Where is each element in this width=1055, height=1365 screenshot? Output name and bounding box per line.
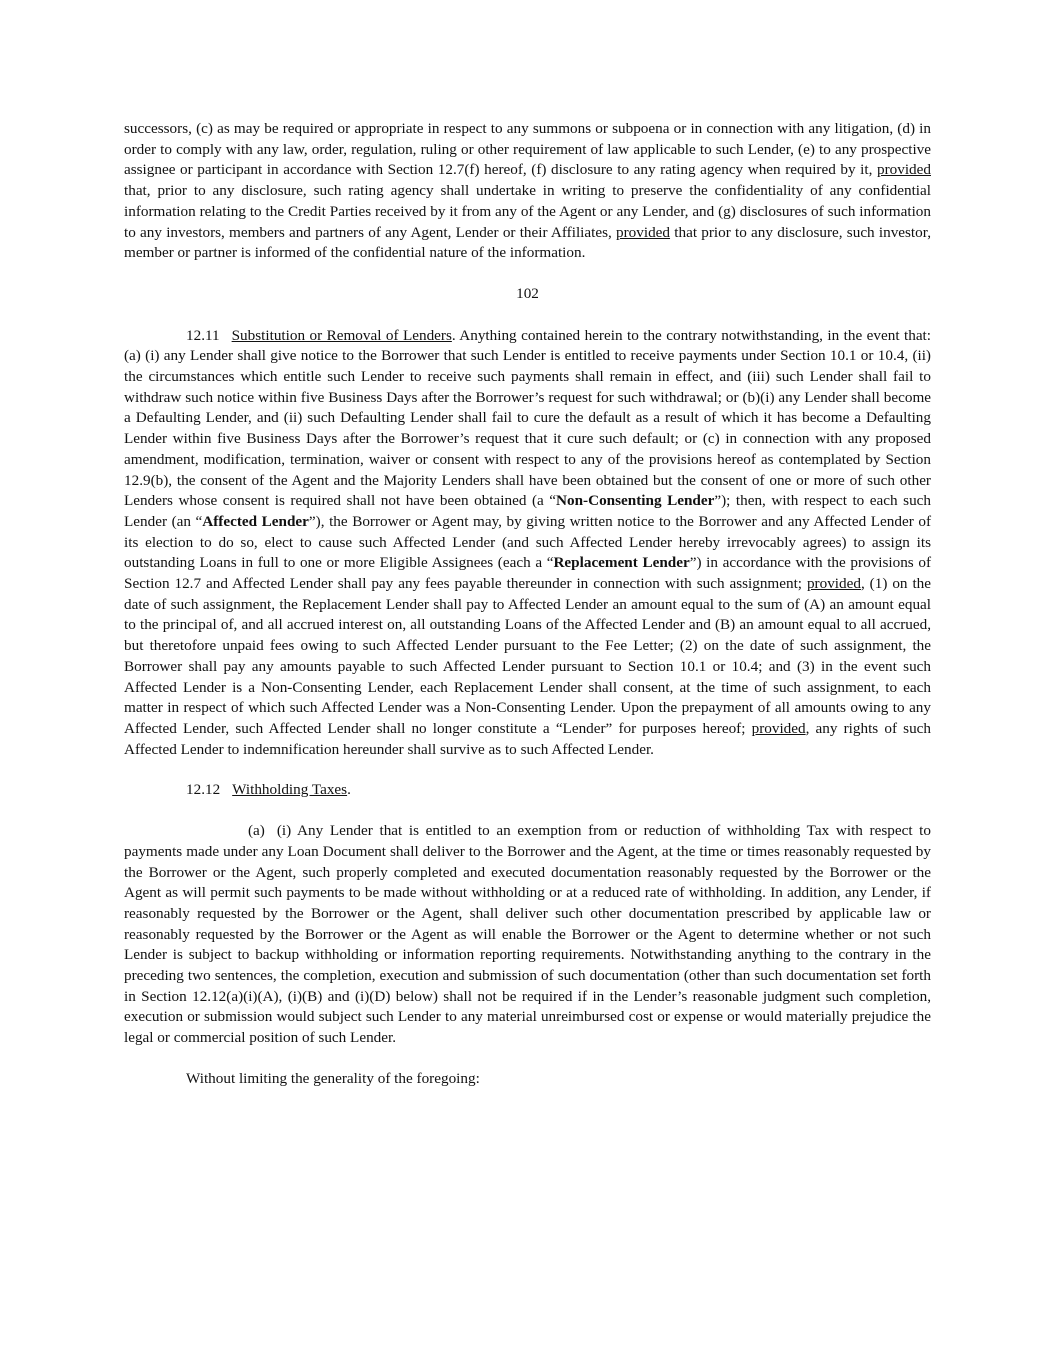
text-segment: . Anything contained herein to the contrary notwithstanding, in the event that: (a) (i) any Lender shall give notice to the Borrower that such Lender is entitled to receive payments under Section 10.1 or 10.4, (ii) the circumstances which entitle such Lender to receive such payments shall remain in effect, and (iii) such Lender shall fail to withdraw such notice within five Business Days after the Borrower’s request for such withdrawal; or (b)(i) any Lender shall become a Defaulting Lender, and (ii) such Defaulting Lender shall fail to cure the default as a result of which it has become a Defaulting Lender within five Business Days after the Borrower’s request that it cure such default; or (c) in connection with any proposed amendment, modification, termination, waiver or consent with respect to any of the provisions hereof as contemplated by Section 12.9(b), the consent of the Agent and the Majority Lenders shall have been obtained but the consent of one or more of such other Lenders whose consent is required shall not have been obtained (a “ [124, 326, 931, 510]
provided-term: provided [751, 719, 806, 737]
section-number: 12.12 [186, 781, 221, 799]
defined-term: Non-Consenting Lender [556, 492, 715, 510]
text-segment: . [347, 781, 351, 799]
subsection-a [124, 821, 931, 1049]
section-12-11 [124, 326, 931, 761]
text-segment: successors, (c) as may be required or appropriate in respect to any summons or subpoena or in connection with any litigation, (d) in order to comply with any law, order, regulation, ruling or other requirement of law applicable to such Lender, (e) to any prospective assignee or participant in accordance with Section 12.7(f) hereof, (f) disclosure to any rating agency when required by it, [124, 120, 931, 179]
text-segment: ”) in accordance with the provisions of Section 12.7 and Affected Lender shall pay any fees payable thereunder in connection with such assignment; [124, 554, 932, 593]
provided-term: provided [616, 223, 671, 241]
text-segment: ”), the Borrower or Agent may, by giving written notice to the Borrower and any Affected Lender of its election to do so, elect to cause such Affected Lender (and such Affected Lender hereby irrevocably agrees) to assign its outstanding Loans in full to one or more Eligible Assignees (each a “ [124, 512, 931, 572]
section-title: Substitution or Removal of Lenders [231, 326, 452, 344]
intro-paragraph [124, 119, 931, 264]
closing-line: Without limiting the generality of the foregoing: [186, 1069, 480, 1087]
section-12-12-heading [124, 780, 931, 801]
text-segment: ”); then, with respect to each such Lender (an “ [124, 492, 931, 530]
provided-term: provided [877, 161, 931, 179]
defined-term: Replacement Lender [553, 554, 690, 572]
text-segment: that, prior to any disclosure, such rating agency shall undertake in writing to preserve the confidentiality of any confidential information relating to the Credit Parties received by it from any of the Agent or any Lender, and (g) disclosures of such information to any investors, members and partners of any Agent, Lender or their Affiliates, [124, 182, 931, 241]
subsection-label: (a) [248, 822, 265, 840]
document-page [124, 119, 931, 1090]
text-segment: , any rights of such Affected Lender to indemnification hereunder shall survive as to such Affected Lender. [124, 719, 932, 758]
provided-term: provided [806, 575, 861, 593]
text-segment: that prior to any disclosure, such investor, member or partner is informed of the confidential nature of the information. [124, 223, 931, 262]
section-number: 12.11 [186, 326, 220, 344]
text-segment: (i) Any Lender that is entitled to an exemption from or reduction of withholding Tax with respect to payments made under any Loan Document shall deliver to the Borrower and the Agent, at the time or times reasonably requested by the Borrower or the Agent, such properly completed and executed documentation reasonably requested by the Borrower or the Agent as will permit such payments to be made without withholding or at a reduced rate of withholding. In addition, any Lender, if reasonably requested by the Borrower or the Agent, shall deliver such other documentation prescribed by applicable law or reasonably requested by the Borrower or the Agent as will enable the Borrower or the Agent to determine whether or not such Lender is subject to backup withholding or information reporting requirements. Notwithstanding anything to the contrary in the preceding two sentences, the completion, execution and submission of such documentation (other than such documentation set forth in Section 12.12(a)(i)(A), (i)(B) and (i)(D) below) shall not be required if in the Lender’s reasonable judgment such completion, execution or submission would subject such Lender to any material unreimbursed cost or expense or would materially prejudice the legal or commercial position of such Lender. [124, 822, 931, 1047]
text-segment: , (1) on the date of such assignment, the Replacement Lender shall pay to Affected Lender an amount equal to the sum of (A) an amount equal to the principal of, and all accrued interest on, all outstanding Loans of the Affected Lender and (B) an amount equal to all accrued, but theretofore unpaid fees owing to such Affected Lender pursuant to the Fee Letter; (2) on the date of such assignment, the Borrower shall pay any amounts payable to such Affected Lender pursuant to Section 10.1 or 10.4; and (3) in the event such Affected Lender is a Non-Consenting Lender, each Replacement Lender shall consent, at the time of such assignment, to each matter in respect of which such Affected Lender was a Non-Consenting Lender. Upon the prepayment of all amounts owing to any Affected Lender, such Affected Lender shall no longer constitute a “Lender” for purposes hereof; [124, 575, 931, 737]
page-number: 102 [516, 284, 539, 302]
defined-term: Affected Lender [202, 512, 309, 530]
section-title: Withholding Taxes [232, 781, 348, 799]
